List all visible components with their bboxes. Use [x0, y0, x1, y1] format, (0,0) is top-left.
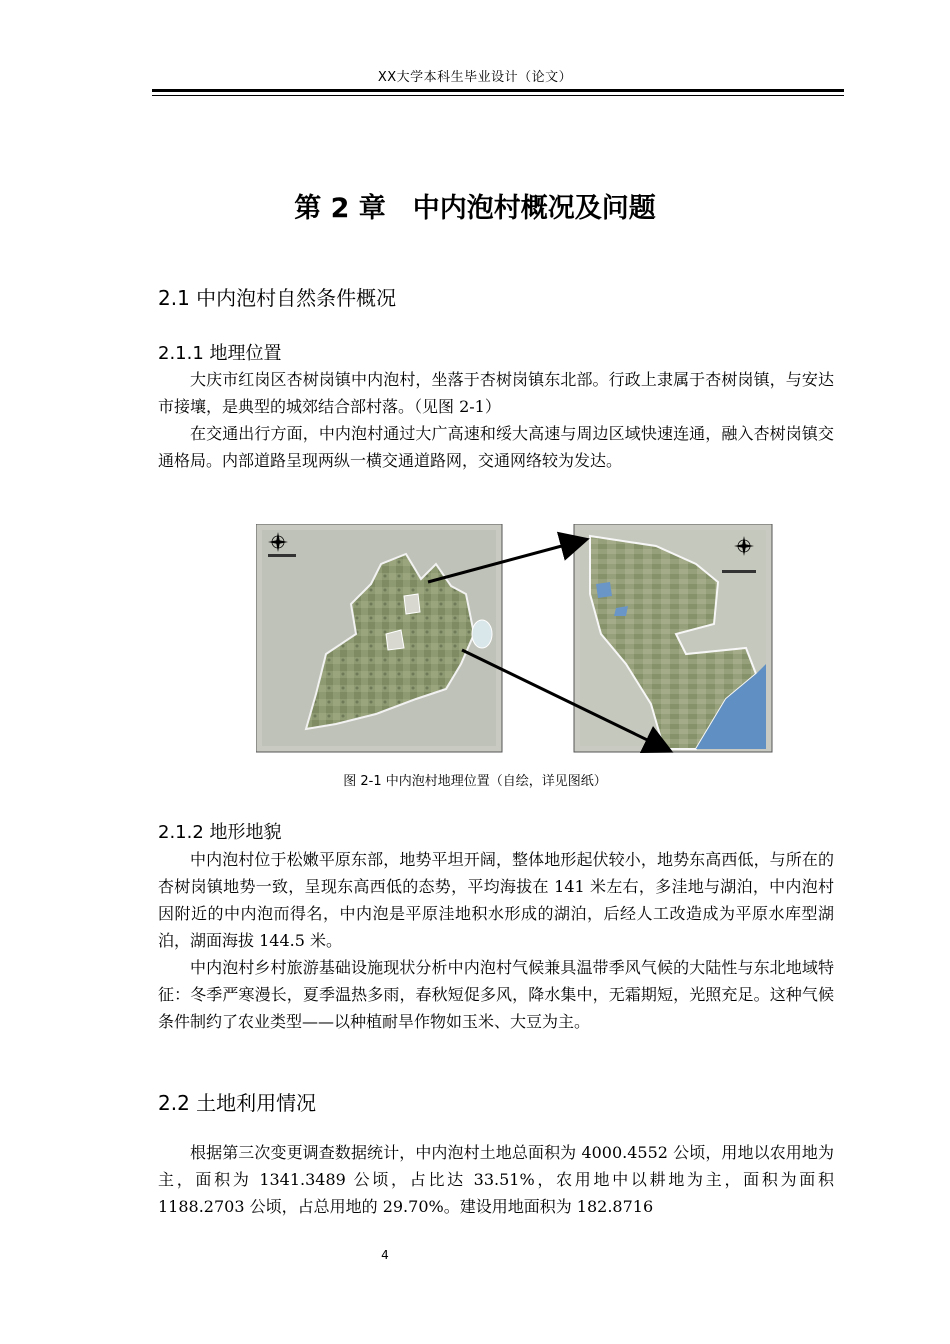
running-header: XX大学本科生毕业设计（论文） — [377, 70, 573, 85]
paragraph-location-1: 大庆市红岗区杏树岗镇中内泡村，坐落于杏树岗镇东北部。行政上隶属于杏树岗镇，与安达市接壤，是典型的城郊结合部村落。（见图 2-1） — [158, 370, 834, 416]
scale-bar — [722, 570, 756, 573]
section-heading-2-1: 2.1 中内泡村自然条件概况 — [158, 286, 397, 310]
section-heading-2-1-2: 2.1.2 地形地貌 — [158, 822, 282, 843]
overview-map-panel — [256, 524, 502, 752]
chapter-title: 第 2 章 中内泡村概况及问题 — [294, 193, 656, 224]
paragraph-location-2: 在交通出行方面，中内泡村通过大广高速和绥大高速与周边区域快速连通，融入杏树岗镇交通格局。内部道路呈现两纵一横交通道路网，交通网络较为发达。 — [158, 424, 834, 470]
scale-bar — [268, 554, 296, 557]
location-map-figure — [256, 524, 774, 754]
paragraph-land-use: 根据第三次变更调查数据统计，中内泡村土地总面积为 4000.4552 公顷，用地以农用地为主，面积为 1341.3489 公顷，占比达 33.51%，农用地中以耕地为主，面积为面积 1188.2703 公顷，占总用地的 29.70%。建设用地面积为 182.8716 — [158, 1143, 834, 1216]
figure-caption: 图 2-1 中内泡村地理位置（自绘，详见图纸） — [343, 774, 607, 789]
header-rule-thin — [152, 95, 844, 96]
page-number: 4 — [381, 1248, 389, 1262]
section-heading-2-2: 2.2 土地利用情况 — [158, 1091, 317, 1115]
header-rule-thick — [152, 89, 844, 92]
paragraph-terrain-1: 中内泡村位于松嫩平原东部，地势平坦开阔，整体地形起伏较小，地势东高西低，与所在的杏树岗镇地势一致，呈现东高西低的态势，平均海拔在 141 米左右，多洼地与湖泊，中内泡村因附近的中内泡而得名，中内泡是平原洼地积水形成的湖泊，后经人工改造成为平原水库型湖泊，湖面海拔 144.5 米。 — [158, 850, 834, 950]
paragraph-terrain-2: 中内泡村乡村旅游基础设施现状分析中内泡村气候兼具温带季风气候的大陆性与东北地域特征：冬季严寒漫长，夏季温热多雨，春秋短促多风，降水集中，无霜期短，光照充足。这种气候条件制约了农业类型——以种植耐旱作物如玉米、大豆为主。 — [158, 958, 834, 1031]
section-heading-2-1-1: 2.1.1 地理位置 — [158, 343, 282, 364]
